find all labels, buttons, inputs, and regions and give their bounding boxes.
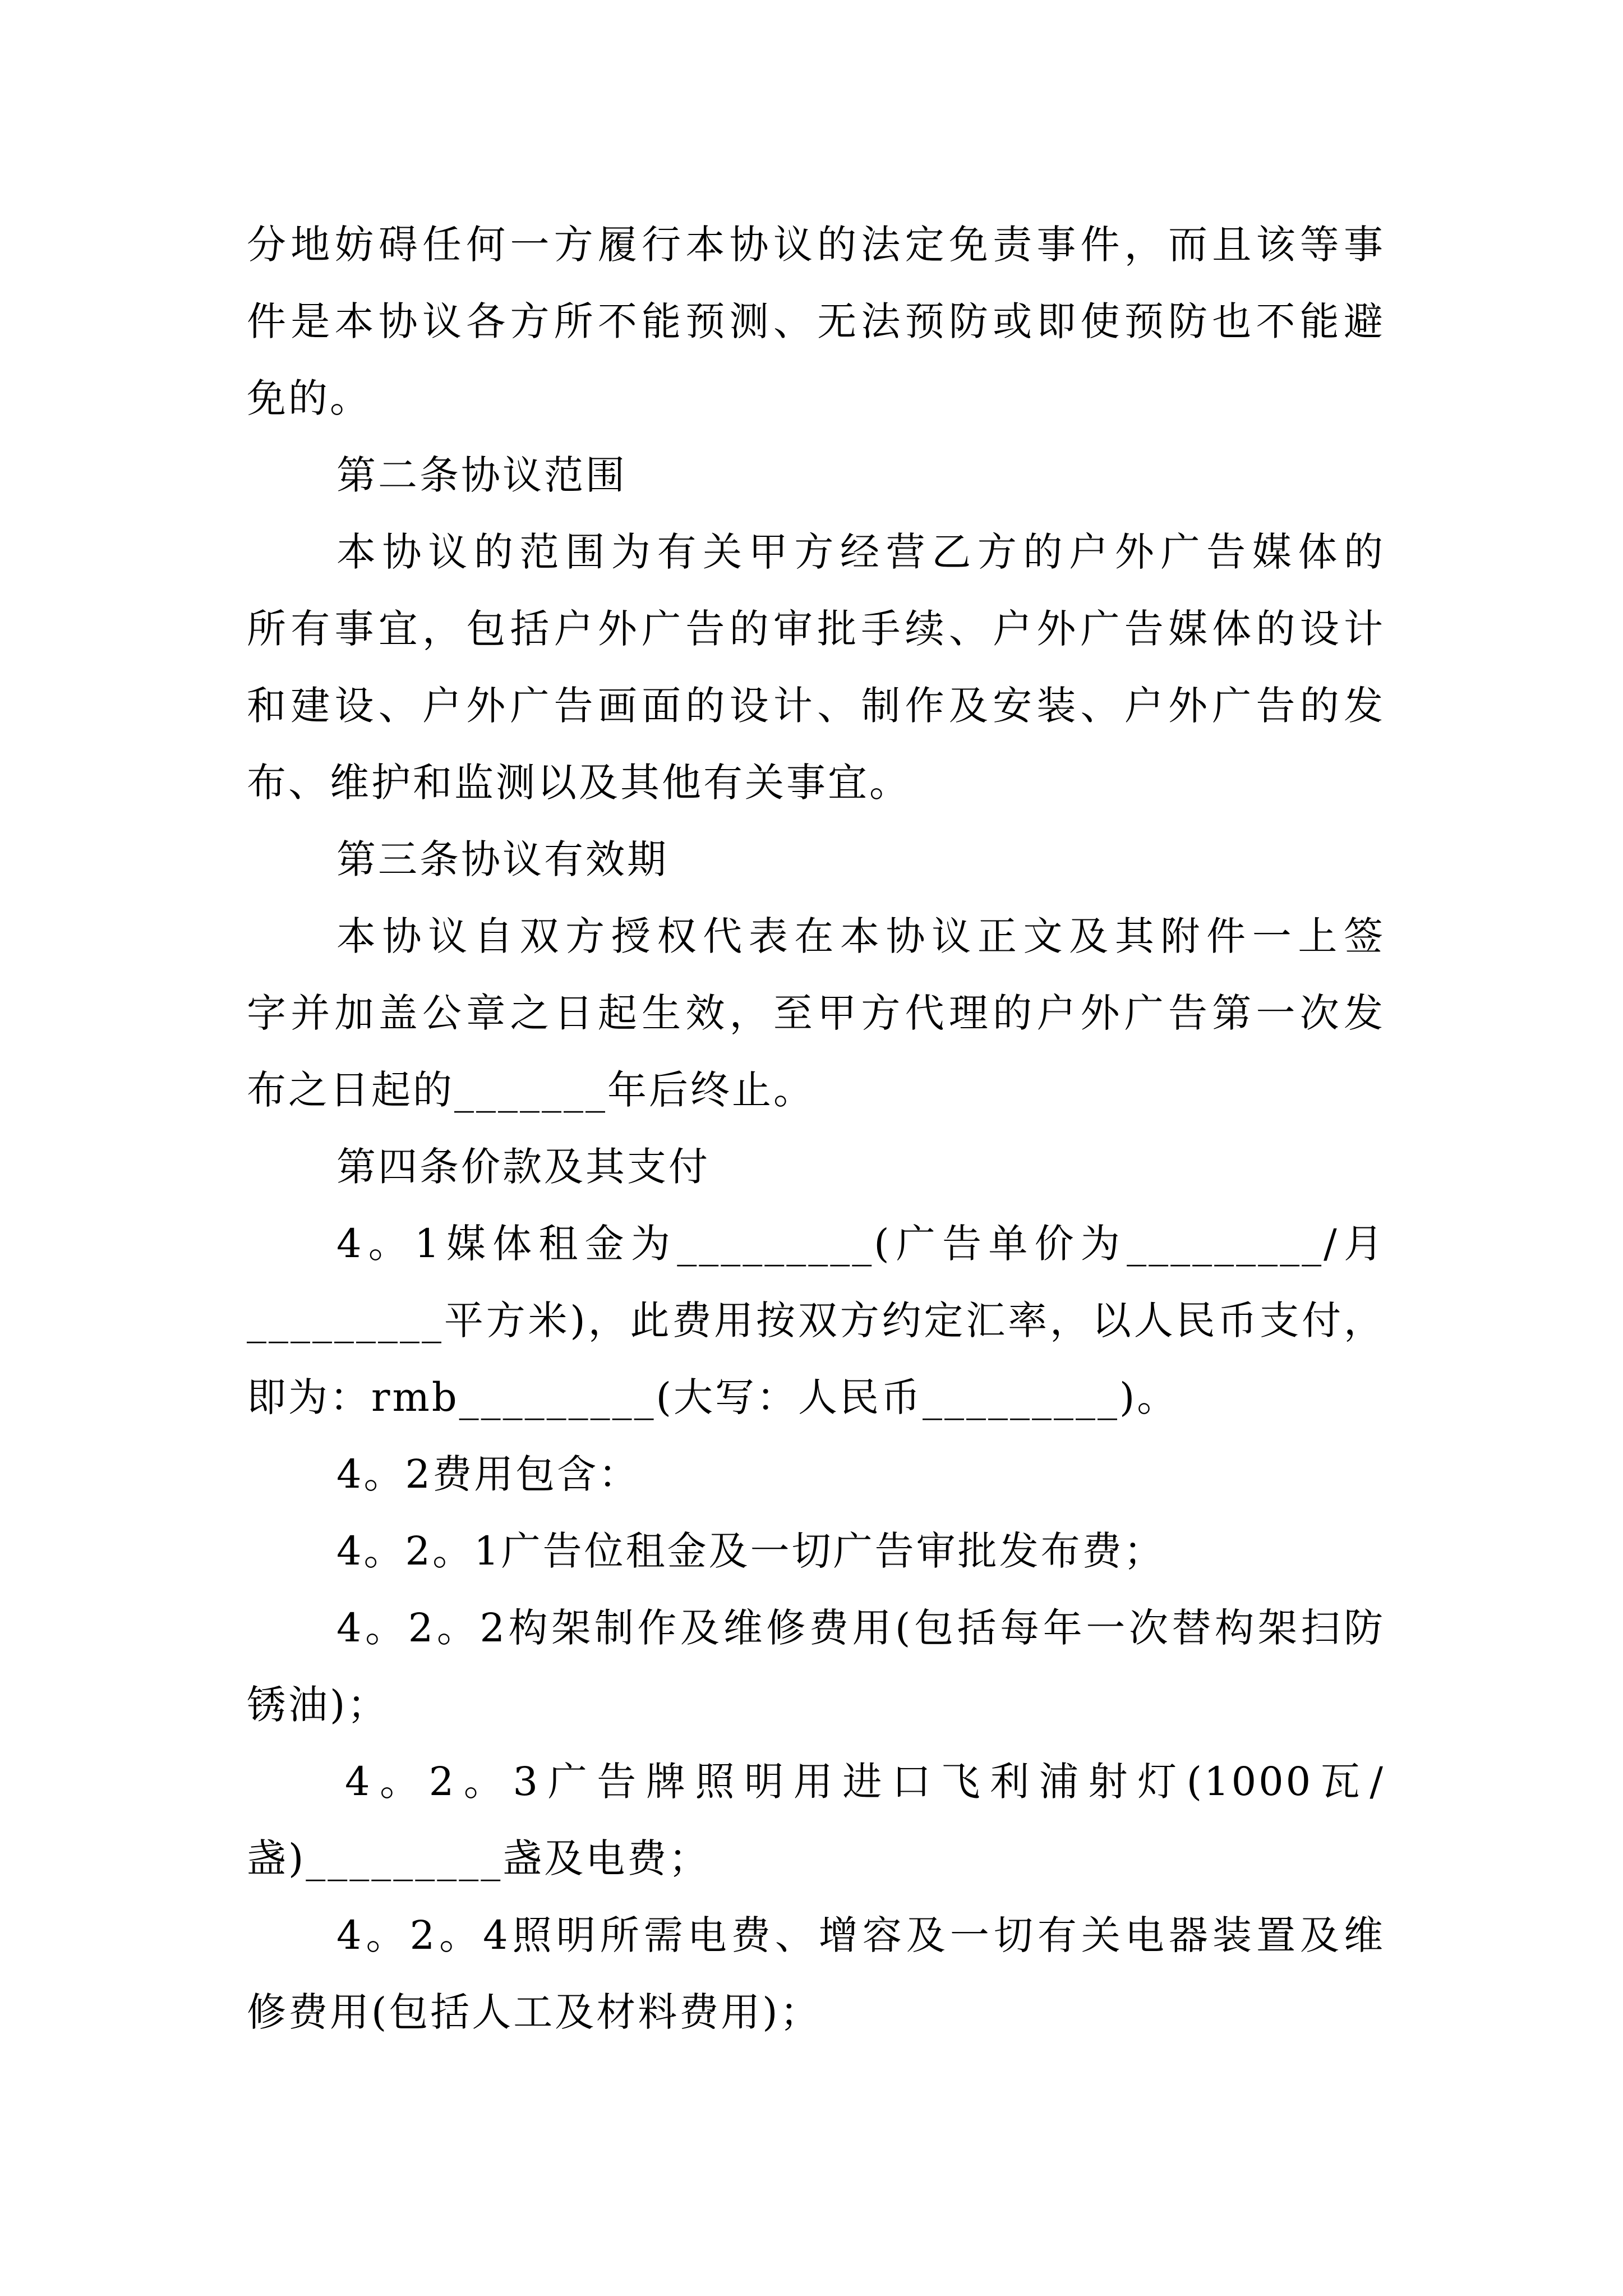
- text-line: 即为：rmb_________(大写：人民币_________)。: [247, 1374, 1179, 1420]
- text-line: _________平方米)，此费用按双方约定汇率，以人民币支付，: [247, 1297, 1385, 1343]
- text-line: 所有事宜，包括户外广告的审批手续、户外广告媒体的设计: [247, 606, 1385, 652]
- text-line: 4。2费用包含：: [336, 1451, 640, 1497]
- text-line: 本协议自双方授权代表在本协议正文及其附件一上签: [336, 913, 1385, 959]
- text-line: 布、维护和监测以及其他有关事宜。: [247, 760, 911, 806]
- section-heading: 第二条协议范围: [336, 452, 627, 498]
- text-line: 锈油)；: [247, 1682, 389, 1728]
- text-line: 盏)_________盏及电费；: [247, 1835, 711, 1881]
- text-line: 本协议的范围为有关甲方经营乙方的户外广告媒体的: [336, 529, 1385, 575]
- text-line: 修费用(包括人工及材料费用)；: [247, 1989, 822, 2035]
- text-line: 分地妨碍任何一方履行本协议的法定免责事件，而且该等事: [247, 222, 1385, 268]
- text-line: 字并加盖公章之日起生效，至甲方代理的户外广告第一次发: [247, 990, 1385, 1036]
- text-line: 4。2。1广告位租金及一切广告审批发布费；: [336, 1528, 1165, 1574]
- text-line: 4。2。2构架制作及维修费用(包括每年一次替构架扫防: [336, 1605, 1385, 1651]
- document-body: [247, 206, 1385, 2051]
- section-heading: 第四条价款及其支付: [336, 1144, 710, 1190]
- text-line: 布之日起的_______年后终止。: [247, 1067, 815, 1113]
- text-line: 4。1媒体租金为_________(广告单价为_________/月: [336, 1221, 1385, 1267]
- text-line: 件是本协议各方所不能预测、无法预防或即使预防也不能避: [247, 298, 1385, 344]
- text-line: 和建设、户外广告画面的设计、制作及安装、户外广告的发: [247, 683, 1385, 729]
- text-line: 免的。: [247, 375, 371, 421]
- text-line: 4。2。3广告牌照明用进口飞利浦射灯(1000瓦/: [345, 1759, 1385, 1805]
- section-heading: 第三条协议有效期: [336, 836, 668, 882]
- text-line: 4。2。4照明所需电费、增容及一切有关电器装置及维: [336, 1912, 1385, 1958]
